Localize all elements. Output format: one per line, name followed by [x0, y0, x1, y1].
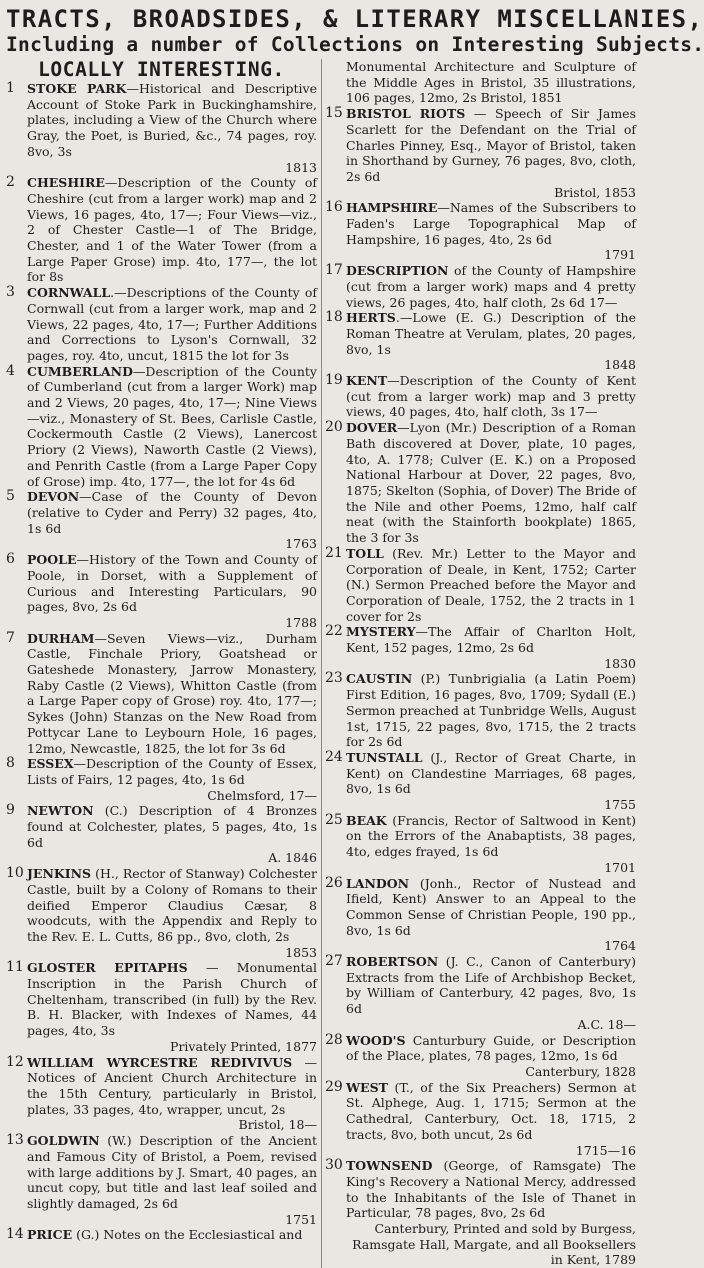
entry-text	[27, 81, 317, 175]
entry-text	[27, 1227, 317, 1243]
page-subheading: Including a number of Collections on Interesting Subjects.	[6, 33, 704, 56]
entry-description: (C.) Description of 4 Bronzes found at Colchester, plates, 5 pages, 4to, 1s 6d	[27, 803, 317, 850]
entry-imprint: 1848	[604, 357, 636, 373]
entry-title: JENKINS	[27, 866, 92, 882]
entry-description: —Description of the County of Cumberland (cut from a larger Work) map and 2 Views, 20 pages, 4to, 17—; Nine Views—viz., Monastery of St. Bees, Carlisle Castle, Cockermouth Castle (2 Views), Lanercost Priory (2 Views), Naworth Castle (2 Views), and Penrith Castle (from a Large Paper Copy of Grose) imp. 4to, 177—, the lot for 4s 6d	[27, 363, 317, 489]
entry-text	[346, 546, 636, 625]
entry-imprint: A. 1846	[268, 850, 317, 866]
entry-number: 14	[6, 1226, 24, 1243]
section-heading: LOCALLY INTERESTING.	[38, 58, 285, 81]
entry-description: .—Lowe (E. G.) Description of the Roman Theatre at Verulam, plates, 20 pages, 8vo, 1s	[346, 310, 636, 357]
entry-description: — Notices of Ancient Church Architecture in the 15th Century, particularly in Bristol, plates, 33 pages, 4to, wrapper, uncut, 2s	[27, 1054, 317, 1117]
entry-text	[346, 954, 636, 1033]
entry-title: GLOSTER EPITAPHS	[27, 960, 188, 976]
entry-number: 26	[325, 874, 343, 891]
entry-text	[346, 750, 636, 813]
entry-title: CAUSTIN	[346, 671, 413, 687]
entry-text	[346, 200, 636, 263]
entry-title: WILLIAM WYRCESTRE REDIVIVUS	[27, 1054, 293, 1070]
entry-number: 17	[325, 262, 343, 279]
catalogue-entry	[325, 1033, 636, 1080]
entry-description: — Monumental Inscription in the Parish Church of Cheltenham, transcribed (in full) by the Rev. B. H. Blacker, with Indexes of Names, 44 pages, 4to, 3s	[27, 960, 317, 1039]
entry-number: 20	[325, 419, 343, 436]
catalogue-entry	[325, 813, 636, 876]
entry-number: 21	[325, 544, 343, 561]
entry-title: WEST	[346, 1079, 388, 1095]
entry-description: —History of the Town and County of Poole, in Dorset, with a Supplement of Curious and Interesting Particulars, 90 pages, 8vo, 2s 6d	[27, 552, 317, 615]
entry-description: Canturbury Guide, or Description of the Place, plates, 78 pages, 12mo, 1s 6d	[346, 1032, 636, 1064]
entry-text	[346, 671, 636, 750]
entry-text	[346, 106, 636, 200]
entry-number: 6	[6, 551, 15, 568]
catalogue-entry	[6, 756, 317, 803]
entry-text	[346, 1033, 636, 1080]
catalogue-entry	[325, 1080, 636, 1159]
entry-number: 5	[6, 488, 15, 505]
catalogue-entry	[6, 285, 317, 364]
entry-title: HERTS	[346, 310, 396, 326]
entry-title: TOLL	[346, 545, 384, 561]
entry-text	[27, 960, 317, 1054]
catalogue-entry	[6, 960, 317, 1054]
catalogue-entry	[325, 1158, 636, 1268]
entry-number: 27	[325, 953, 343, 970]
entry-title: PRICE	[27, 1227, 73, 1243]
entry-imprint: 1763	[285, 536, 317, 552]
entry-number: 29	[325, 1078, 343, 1095]
entry-text	[346, 310, 636, 373]
entry-number: 2	[6, 174, 15, 191]
entry-description: — Speech of Sir James Scarlett for the Defendant on the Trial of Charles Pinney, Esq., Mayor of Bristol, taken in Shorthand by Gurney, 76 pages, 8vo, cloth, 2s 6d	[346, 106, 636, 184]
entry-description: (Rev. Mr.) Letter to the Mayor and Corporation of Deale, in Kent, 1752; Carter (N.) Sermon Preached before the Mayor and Corporation of Deale, 1752, the 2 tracts in 1 cover for 2s	[346, 545, 636, 624]
entry-description: —Historical and Descriptive Account of Stoke Park in Buckinghamshire, plates, including a View of the Church where Gray, the Poet, is Buried, &c., 74 pages, roy. 8vo, 3s	[27, 81, 318, 159]
entry-imprint: 1715—16	[575, 1142, 636, 1158]
entry-text	[346, 624, 636, 671]
entry-description: —Description of the County of Essex, Lists of Fairs, 12 pages, 4to, 1s 6d	[27, 756, 317, 787]
entry-imprint: Bristol, 1853	[554, 184, 636, 200]
entry-title: TUNSTALL	[346, 749, 423, 765]
entry-imprint: Bristol, 18—	[238, 1117, 317, 1133]
entry-description: (Jonh., Rector of Nustead and Ifield, Kent) Answer to an Appeal to the Common Sense of Christian People, 190 pp., 8vo, 1s 6d	[346, 875, 636, 938]
entry-text	[27, 1133, 317, 1227]
entry-title: ESSEX	[27, 756, 74, 772]
catalogue-entry	[6, 175, 317, 285]
catalogue-entry	[325, 876, 636, 955]
entry-description: —Names of the Subscribers to Faden's Large Topographical Map of Hampshire, 16 pages, 4to, 2s 6d	[346, 200, 636, 247]
entry-text	[346, 1158, 636, 1268]
catalogue-entry	[6, 81, 317, 175]
continued-entry: Monumental Architecture and Sculpture of the Middle Ages in Bristol, 35 illustrations, 106 pages, 12mo, 2s Bristol, 1851	[346, 59, 636, 106]
entry-text	[27, 175, 317, 285]
entry-imprint: 1830	[604, 655, 636, 671]
catalogue-entry	[6, 866, 317, 960]
entry-text	[346, 813, 636, 876]
entry-description: (W.) Description of the Ancient and Famous City of Bristol, a Poem, revised with large additions by J. Smart, 40 pages, an uncut copy, but title and last leaf soiled and slightly damaged, 2s 6d	[27, 1133, 317, 1211]
entry-number: 12	[6, 1053, 24, 1070]
entry-number: 19	[325, 372, 343, 389]
entry-title: STOKE PARK	[27, 81, 127, 96]
entry-text	[27, 631, 317, 757]
catalogue-entry	[325, 106, 636, 200]
catalogue-entry	[325, 263, 636, 310]
entry-imprint: 1791	[604, 247, 636, 263]
entry-text	[346, 263, 636, 310]
entry-number: 25	[325, 811, 343, 828]
entry-description: (J. C., Canon of Canterbury) Extracts from the Life of Archbishop Becket, by William of Canterbury, 42 pages, 8vo, 1s 6d	[346, 954, 636, 1017]
entry-title: BEAK	[346, 812, 387, 828]
entry-text	[27, 866, 317, 960]
entry-title: HAMPSHIRE	[346, 200, 438, 216]
entry-description: (J., Rector of Great Charte, in Kent) on Clandestine Marriages, 68 pages, 8vo, 1s 6d	[346, 749, 636, 797]
entry-imprint: A.C. 18—	[577, 1016, 636, 1032]
catalogue-entry	[6, 364, 317, 490]
entry-description: —The Affair of Charlton Holt, Kent, 152 pages, 12mo, 2s 6d	[346, 624, 636, 656]
entry-description: —Description of the County of Kent (cut from a larger work) map and 3 pretty views, 40 pages, 4to, half cloth, 3s 17—	[346, 373, 636, 420]
catalogue-entry	[325, 671, 636, 750]
catalogue-entry	[6, 631, 317, 757]
entry-number: 13	[6, 1132, 24, 1149]
catalogue-entry	[325, 310, 636, 373]
catalogue-entry	[325, 373, 636, 420]
catalogue-entry	[6, 552, 317, 631]
catalogue-entry	[325, 750, 636, 813]
entry-number: 1	[6, 80, 15, 96]
entry-title: WOOD'S	[346, 1032, 406, 1048]
entry-description: .—Descriptions of the County of Cornwall (cut from a larger work, map and 2 Views, 22 pages, 4to, 17—; Further Additions and Corrections to Lyson's Cornwall, 32 pages, roy. 4to, uncut, 1815 the lot for 3s	[27, 285, 317, 363]
entry-description: —Case of the County of Devon (relative to Cyder and Perry) 32 pages, 4to, 1s 6d	[27, 489, 317, 536]
catalogue-entry	[6, 1227, 317, 1243]
entry-description: (Francis, Rector of Saltwood in Kent) on the Errors of the Anabaptists, 38 pages, 4to, edges frayed, 1s 6d	[346, 812, 636, 860]
entry-title: DOVER	[346, 420, 398, 436]
entry-description: —Lyon (Mr.) Description of a Roman Bath discovered at Dover, plate, 10 pages, 4to, A. 1778; Culver (E. K.) on a Proposed National Harbour at Dover, 22 pages, 8vo, 1875; Skelton (Sophia, of Dover) The Bride of the Nile and other Poems, 12mo, half calf neat (with the Stainforth bookplate) 1865, the 3 for 3s	[346, 420, 636, 546]
entry-title: NEWTON	[27, 803, 94, 819]
entry-imprint: 1701	[604, 859, 636, 875]
entry-number: 16	[325, 199, 343, 216]
entry-imprint: 1755	[604, 797, 636, 813]
entry-number: 18	[325, 309, 343, 326]
entry-imprint: Chelmsford, 17—	[207, 787, 317, 803]
entry-imprint: Canterbury, Printed and sold by Burgess, Ramsgate Hall, Margate, and all Booksellers in Kent, 1789	[352, 1221, 636, 1268]
entry-text	[346, 420, 636, 546]
entry-text	[27, 285, 317, 364]
catalogue-entry	[325, 420, 636, 546]
entry-title: BRISTOL RIOTS	[346, 106, 466, 122]
entry-imprint: 1764	[604, 938, 636, 954]
page-heading: TRACTS, BROADSIDES, & LITERARY MISCELLANIES,	[6, 5, 704, 33]
columns	[6, 59, 636, 1268]
entry-description: (George, of Ramsgate) The King's Recovery a National Mercy, addressed to the Inhabitants of the Isle of Thanet in Particular, 78 pages, 8vo, 2s 6d	[346, 1158, 636, 1221]
entry-number: 4	[6, 362, 15, 379]
entry-description: —Description of the County of Cheshire (cut from a larger work) map and 2 Views, 16 pages, 4to, 17—; Four Views—viz., 2 of Chester Castle—1 of The Bridge, Chester, and 1 of the Water Tower (from a Large Paper Grose) imp. 4to, 177—, the lot for 8s	[27, 175, 317, 285]
entry-imprint: 1788	[285, 614, 317, 630]
entry-number: 15	[325, 105, 343, 122]
right-column	[321, 59, 636, 1268]
entry-text	[27, 756, 317, 803]
catalogue-entry	[6, 489, 317, 552]
entry-description: (P.) Tunbrigialia (a Latin Poem) First Edition, 16 pages, 8vo, 1709; Sydall (E.) Sermon preached at Tunbridge Wells, August 1st, 1715, 22 pages, 8vo, 1715, the 2 tracts for 2s 6d	[346, 671, 636, 750]
entry-text	[27, 1055, 317, 1134]
entry-text	[27, 552, 317, 631]
entry-title: CORNWALL	[27, 285, 111, 301]
entry-text	[27, 489, 317, 552]
catalogue-entry	[6, 803, 317, 866]
left-column	[6, 59, 321, 1268]
entry-number: 7	[6, 629, 15, 646]
entry-title: GOLDWIN	[27, 1133, 100, 1149]
entry-text	[27, 803, 317, 866]
entry-title: DESCRIPTION	[346, 263, 449, 279]
entry-imprint: 1853	[285, 944, 317, 960]
entry-title: DEVON	[27, 489, 80, 505]
entry-number: 8	[6, 755, 15, 772]
entry-title: MYSTERY	[346, 624, 416, 640]
entry-title: CUMBERLAND	[27, 363, 133, 379]
entry-description: of the County of Hampshire (cut from a larger work) maps and 4 pretty views, 26 pages, 4to, half cloth, 2s 6d 17—	[346, 263, 636, 310]
entry-title: POOLE	[27, 552, 77, 568]
entry-description: —Seven Views—viz., Durham Castle, Finchale Priory, Goatshead or Gateshede Monastery, Jarrow Monastery, Raby Castle (2 Views), Whitton Castle (from a Large Paper copy of Grose) roy. 4to, 177—; Sykes (John) Stanzas on the New Road from Pottycar Lane to Leybourn Hole, 16 pages, 12mo, Newcastle, 1825, the lot for 3s 6d	[27, 630, 317, 756]
entry-number: 30	[325, 1157, 343, 1174]
entry-text	[27, 364, 317, 490]
entry-title: DURHAM	[27, 630, 95, 646]
entry-title: ROBERTSON	[346, 954, 439, 970]
entry-number: 28	[325, 1031, 343, 1048]
catalogue-entry	[325, 954, 636, 1033]
catalogue-entry	[325, 624, 636, 671]
entry-number: 11	[6, 959, 24, 976]
entry-text	[346, 373, 636, 420]
catalogue-entry	[6, 1055, 317, 1134]
entry-imprint: 1751	[285, 1211, 317, 1227]
entry-imprint: 1813	[285, 159, 317, 175]
catalogue-entry	[325, 200, 636, 263]
entry-description: (H., Rector of Stanway) Colchester Castle, built by a Colony of Romans to their deified Emperor Claudius Cæsar, 8 woodcuts, with the Appendix and Reply to the Rev. E. L. Cutts, 86 pp., 8vo, cloth, 2s	[27, 866, 317, 944]
catalogue-entry	[325, 546, 636, 625]
catalogue-entry	[6, 1133, 317, 1227]
entry-imprint: Canterbury, 1828	[525, 1064, 636, 1079]
entry-title: CHESHIRE	[27, 175, 105, 191]
entry-text	[346, 1080, 636, 1159]
entry-description: (T., of the Six Preachers) Sermon at St. Alphege, Aug. 1, 1715; Sermon at the Cathedral, Canterbury, Oct. 18, 1715, 2 tracts, 8vo, both uncut, 2s 6d	[346, 1079, 636, 1142]
entry-text	[346, 876, 636, 955]
entry-number: 10	[6, 865, 24, 882]
entry-title: LANDON	[346, 875, 410, 891]
entry-imprint: Privately Printed, 1877	[170, 1038, 317, 1054]
entry-title: TOWNSEND	[346, 1158, 433, 1174]
entry-description: (G.) Notes on the Ecclesiastical and	[72, 1227, 303, 1243]
entry-number: 9	[6, 802, 15, 819]
entry-number: 24	[325, 748, 343, 765]
entry-number: 3	[6, 284, 15, 301]
entry-title: KENT	[346, 373, 388, 389]
entry-number: 22	[325, 623, 343, 640]
entry-number: 23	[325, 670, 343, 687]
